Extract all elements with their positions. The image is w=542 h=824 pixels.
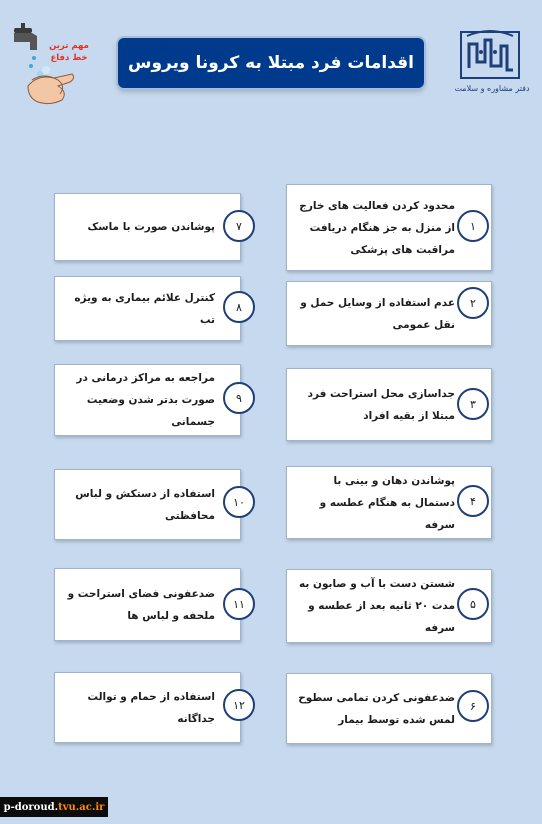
- number-badge: ۷: [223, 210, 255, 242]
- number-badge: ۹: [223, 382, 255, 414]
- page-title: اقدامات فرد مبتلا به کرونا ویروس: [128, 53, 414, 73]
- number-badge: ۱۲: [223, 689, 255, 721]
- instruction-text: کنترل علائم بیماری به ویژه تب: [74, 291, 215, 326]
- number-badge: ۵: [457, 588, 489, 620]
- instruction-text: مراجعه به مراکز درمانی در صورت بدتر شدن وضعیت جسمانی: [76, 372, 215, 428]
- tagline-line-2: خط دفاع: [50, 53, 88, 63]
- instruction-text: شستن دست با آب و صابون به مدت ۲۰ ثانیه بعد از عطسه و سرفه: [299, 578, 455, 634]
- title-banner: [118, 38, 424, 88]
- number-badge: ۱۰: [223, 486, 255, 518]
- number-badge: ۴: [457, 485, 489, 517]
- logo-subtitle: دفتر مشاوره و سلامت: [454, 84, 530, 93]
- instruction-card-7: [54, 193, 241, 261]
- instruction-text: پوشاندن دهان و بینی با دستمال به هنگام عطسه و سرفه: [319, 474, 455, 531]
- instruction-card-11: [54, 568, 241, 641]
- hand-washing-icon: [10, 22, 80, 110]
- number-badge: ۱۱: [223, 588, 255, 620]
- instruction-text: جداسازی محل استراحت فرد مبتلا از بقیه افراد: [307, 387, 455, 422]
- footer-url-bar[interactable]: [0, 797, 108, 817]
- instruction-text: ضدعفونی فضای استراحت و ملحفه و لباس ها: [67, 587, 215, 622]
- instruction-card-12: [54, 672, 241, 743]
- number-badge: ۲: [457, 287, 489, 319]
- number-badge: ۳: [457, 388, 489, 420]
- tagline-line-1: مهم ترین: [49, 41, 89, 51]
- instruction-card-9: [54, 364, 241, 436]
- instruction-text: پوشاندن صورت با ماسک: [87, 221, 215, 233]
- instruction-text: استفاده از دستکش و لباس محافظتی: [75, 487, 215, 522]
- instruction-card-8: [54, 276, 241, 341]
- number-badge: ۱: [457, 210, 489, 242]
- footer-url-prefix: p-doroud.: [3, 801, 59, 813]
- instruction-text: استفاده از حمام و توالت جداگانه: [87, 690, 215, 725]
- instruction-card-10: [54, 469, 241, 540]
- instruction-text: ضدعفونی کردن تمامی سطوح لمس شده توسط بیمار: [298, 691, 455, 726]
- number-badge: ۶: [457, 690, 489, 722]
- footer-url-domain: tvu.ac.ir: [58, 801, 105, 813]
- tagline: [44, 40, 94, 64]
- instruction-text: عدم استفاده از وسایل حمل و نقل عمومی: [300, 296, 455, 331]
- instruction-text: محدود کردن فعالیت های خارج از منزل به جز هنگام دریافت مراقبت های پزشکی: [299, 200, 455, 256]
- number-badge: ۸: [223, 291, 255, 323]
